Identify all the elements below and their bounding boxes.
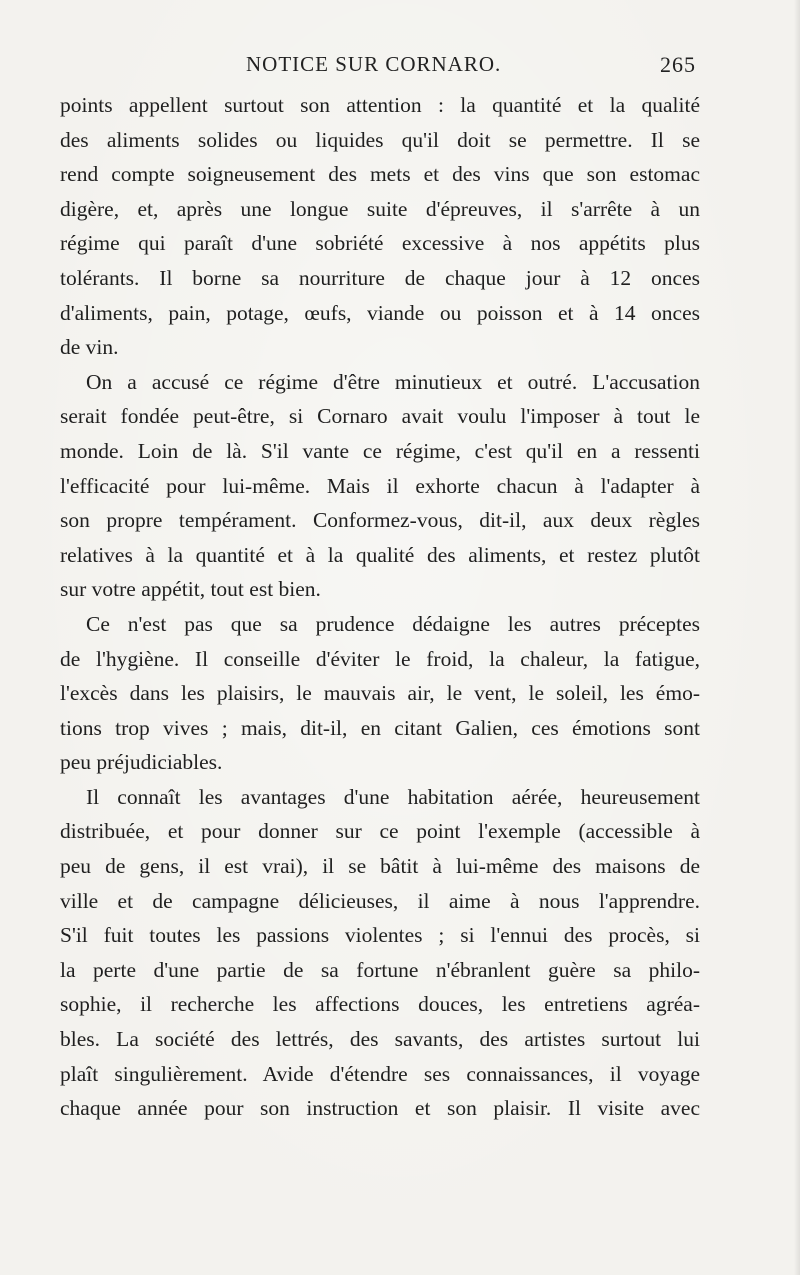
text-line: ville et de campagne délicieuses, il aime à nous l'apprendre. bbox=[60, 888, 700, 913]
text-line: chaque année pour son instruction et son plaisir. Il visite avec bbox=[60, 1096, 700, 1121]
text-line: tions trop vives ; mais, dit-il, en citant Galien, ces émotions sont bbox=[60, 715, 700, 740]
text-line: plaît singulièrement. Avide d'étendre ses connaissances, il voyage bbox=[60, 1061, 700, 1086]
text-line: bles. La société des lettrés, des savants, des artistes surtout lui bbox=[60, 1027, 700, 1052]
text-line: On a accusé ce régime d'être minutieux et outré. L'accusation bbox=[86, 369, 700, 394]
text-line: peu de gens, il est vrai), il se bâtit à lui-même des maisons de bbox=[60, 854, 700, 879]
text-line: l'efficacité pour lui-même. Mais il exhorte chacun à l'adapter à bbox=[60, 473, 700, 498]
paragraph bbox=[60, 607, 700, 780]
text-line: l'excès dans les plaisirs, le mauvais air, le vent, le soleil, les émo- bbox=[60, 681, 700, 706]
page-number: 265 bbox=[660, 52, 696, 77]
paragraph bbox=[60, 780, 700, 1126]
text-line: régime qui paraît d'une sobriété excessive à nos appétits plus bbox=[60, 231, 700, 256]
page-edge-shadow bbox=[794, 0, 800, 1275]
paragraph bbox=[60, 365, 700, 607]
text-line: S'il fuit toutes les passions violentes ; si l'ennui des procès, si bbox=[60, 923, 700, 948]
text-line: Ce n'est pas que sa prudence dédaigne les autres préceptes bbox=[86, 611, 700, 636]
text-line: de l'hygiène. Il conseille d'éviter le froid, la chaleur, la fatigue, bbox=[60, 646, 700, 671]
running-header bbox=[60, 52, 700, 82]
text-line: peu préjudiciables. bbox=[60, 750, 223, 775]
body-text bbox=[60, 88, 700, 1126]
text-line: sophie, il recherche les affections douces, les entretiens agréa- bbox=[60, 992, 700, 1017]
text-line: tolérants. Il borne sa nourriture de chaque jour à 12 onces bbox=[60, 265, 700, 290]
text-line: d'aliments, pain, potage, œufs, viande ou poisson et à 14 onces bbox=[60, 300, 700, 325]
running-title: NOTICE SUR CORNARO. bbox=[246, 52, 502, 76]
text-line: distribuée, et pour donner sur ce point l'exemple (accessible à bbox=[60, 819, 700, 844]
text-line: son propre tempérament. Conformez-vous, dit-il, aux deux règles bbox=[60, 508, 700, 533]
text-line: digère, et, après une longue suite d'épreuves, il s'arrête à un bbox=[60, 196, 700, 221]
text-line: de vin. bbox=[60, 335, 119, 360]
text-line: Il connaît les avantages d'une habitation aérée, heureusement bbox=[86, 784, 700, 809]
text-line: des aliments solides ou liquides qu'il doit se permettre. Il se bbox=[60, 127, 700, 152]
paragraph bbox=[60, 88, 700, 365]
text-line: serait fondée peut-être, si Cornaro avait voulu l'imposer à tout le bbox=[60, 404, 700, 429]
text-line: relatives à la quantité et à la qualité des aliments, et restez plutôt bbox=[60, 542, 700, 567]
text-line: la perte d'une partie de sa fortune n'ébranlent guère sa philo- bbox=[60, 957, 700, 982]
text-line: sur votre appétit, tout est bien. bbox=[60, 577, 321, 602]
text-line: rend compte soigneusement des mets et des vins que son estomac bbox=[60, 162, 700, 187]
text-line: points appellent surtout son attention : la quantité et la qualité bbox=[60, 93, 700, 117]
text-line: monde. Loin de là. S'il vante ce régime, c'est qu'il en a ressenti bbox=[60, 438, 700, 463]
